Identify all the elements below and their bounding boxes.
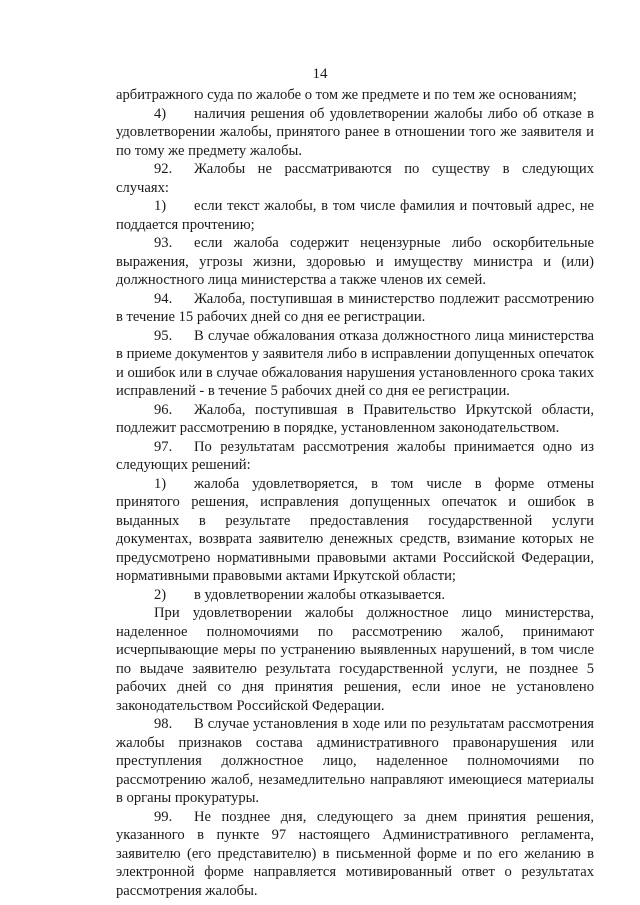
paragraph-number: 93. [154,235,173,251]
paragraph-number: 2) [154,586,167,603]
paragraph-text: если текст жалобы, в том числе фамилия и почтовый адрес, не поддается прочтению; [116,198,594,233]
paragraph-number: 4) [154,105,167,122]
paragraph-number: 94. [154,290,173,307]
paragraph-text: Жалоба, поступившая в министерство подлежит рассмотрению в течение 15 рабочих дней со дня ее регистрации. [116,290,594,325]
paragraph-text: Не позднее дня, следующего за днем принятия решения, указанного в пункте 97 настоящего Административного регламента, заявителю (его представителю) в письменной форме и по его желанию в электронной форме направляется мотивированный ответ о результатах рассмотрения жалобы. [116,808,594,899]
paragraph-text: Жалобы не рассматриваются по существу в следующих случаях: [116,161,594,196]
paragraph [116,234,594,290]
paragraph [116,160,594,197]
paragraph-number: 99. [154,808,173,825]
paragraph-text: При удовлетворении жалобы должностное лицо министерства, наделенное полномочиями по рассмотрению жалоб, принимают исчерпывающие меры по устранению выявленных нарушений, в том числе по выдаче заявителю результата государственной услуги, не позднее 5 рабочих дней со дня принятия решения, если иное не установлено законодательством Российской Федерации. [116,605,594,714]
paragraph-text: По результатам рассмотрения жалобы принимается одно из следующих решений: [116,438,594,473]
paragraph [116,586,594,605]
paragraph-text: В случае установления в ходе или по результатам рассмотрения жалобы признаков состава административного правонарушения или преступления должностное лицо, наделенное полномочиями по рассмотрению жалоб, незамедлительно направляют имеющиеся материалы в органы прокуратуры. [116,716,594,806]
paragraph-number: 98. [154,716,173,732]
paragraph [116,438,594,475]
paragraph [116,290,594,327]
paragraph-text: В случае обжалования отказа должностного лица министерства в приеме документов у заявителя либо в исправлении допущенных опечаток и ошибок или в случае обжалования нарушения установленного срока таких исправлений - в течение 5 рабочих дней со дня ее регистрации. [116,327,594,399]
page-number: 14 [312,66,328,82]
paragraph-text: жалоба удовлетворяется, в том числе в форме отмены принятого решения, исправления допущенных опечаток и ошибок в выданных в результате предоставления государственной услуги документах, возврата заявителю денежных средств, взимание которых не предусмотрено нормативными правовыми актами Российской Федерации, нормативными правовыми актами Иркутской области; [116,475,594,584]
paragraph [116,604,594,715]
paragraph-number: 92. [154,161,173,177]
paragraph [116,327,594,401]
paragraph-number: 96. [154,401,173,418]
paragraph-text: в удовлетворении жалобы отказывается. [194,586,446,603]
paragraph [116,401,594,438]
paragraph-text: арбитражного суда по жалобе о том же предмете и по тем же основаниям; [116,87,577,103]
paragraph-text: если жалоба содержит нецензурные либо оскорбительные выражения, угрозы жизни, здоровью и имуществу министра и (или) должностного лица министерства а также членов их семей. [116,235,594,288]
paragraph-text: наличия решения об удовлетворении жалобы либо об отказе в удовлетворении жалобы, принятого ранее в отношении того же заявителя и по тому же предмету жалобы. [116,105,594,159]
paragraph-number: 1) [154,475,167,492]
paragraph-number: 95. [154,327,173,344]
paragraph [116,105,594,161]
paragraph-text: Жалоба, поступившая в Правительство Иркутской области, подлежит рассмотрению в порядке, установленном законодательством. [116,401,594,436]
document-body [116,86,594,900]
paragraph [116,715,594,808]
paragraph-number: 97. [154,438,173,455]
paragraph-number: 1) [154,198,167,214]
paragraph [116,808,594,901]
paragraph [116,197,594,234]
paragraph [116,475,594,586]
paragraph [116,86,594,105]
